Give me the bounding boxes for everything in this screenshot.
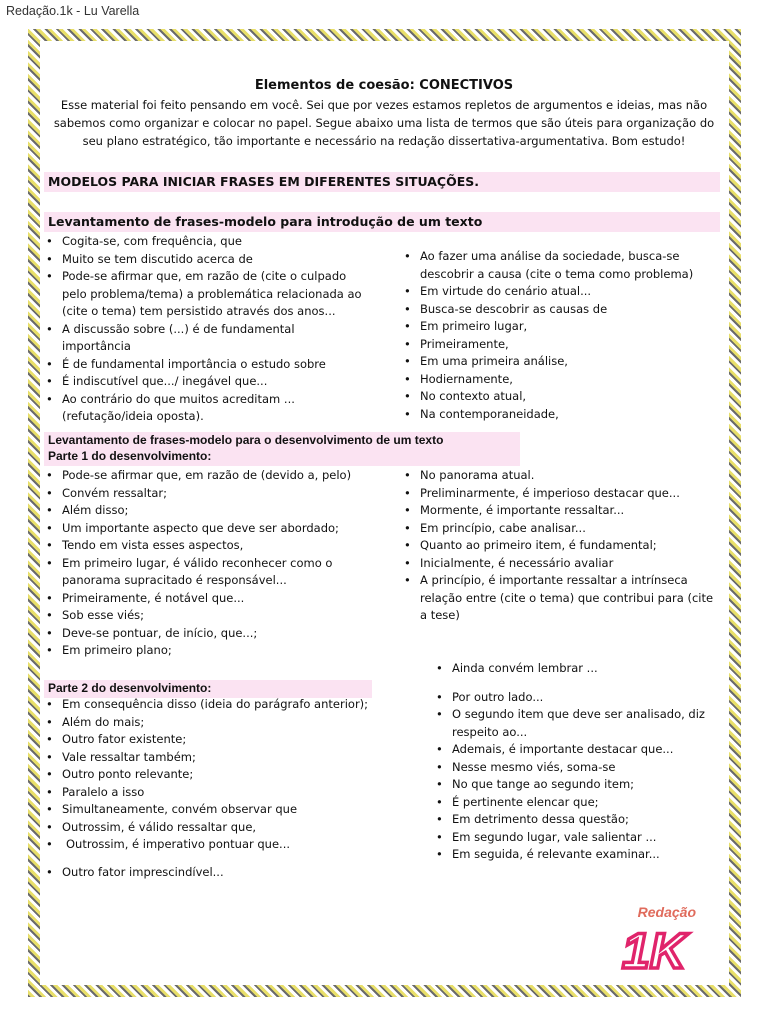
list-item: • Quanto ao primeiro item, é fundamental;: [402, 537, 720, 555]
list-item: • Outro fator imprescindível...: [44, 864, 384, 882]
list-item: • Mormente, é importante ressaltar...: [402, 502, 720, 520]
list-item: • Preliminarmente, é imperioso destacar que...: [402, 485, 720, 503]
list-item: • Inicialmente, é necessário avaliar: [402, 555, 720, 573]
list-item: • Em primeiro plano;: [44, 642, 374, 660]
list-item: • Ainda convém lembrar ...: [434, 660, 724, 678]
list-item: • Ao contrário do que muitos acreditam ... (refutação/ideia oposta).: [44, 391, 364, 426]
list-item: • Em primeiro lugar,: [402, 318, 720, 336]
list-item: • Outrossim, é imperativo pontuar que...: [44, 836, 384, 854]
list-item: • Em virtude do cenário atual...: [402, 283, 720, 301]
list-item: • Paralelo a isso: [44, 784, 384, 802]
list-item: • Convém ressaltar;: [44, 485, 374, 503]
list-item: • Deve-se pontuar, de início, que...;: [44, 625, 374, 643]
list-item: • No contexto atual,: [402, 388, 720, 406]
list-item: • Em princípio, cabe analisar...: [402, 520, 720, 538]
development-heading-text: Levantamento de frases-modelo para o desenvolvimento de um texto: [48, 433, 444, 447]
logo-1k-mark: [614, 918, 714, 976]
list-item: • Cogita-se, com frequência, que: [44, 233, 364, 251]
list-item: • Busca-se descobrir as causas de: [402, 301, 720, 319]
list-item: • Primeiramente,: [402, 336, 720, 354]
list-item: • Outro fator existente;: [44, 731, 384, 749]
list-item: • Além disso;: [44, 502, 374, 520]
list-item: • Muito se tem discutido acerca de: [44, 251, 364, 269]
list-item: • Em detrimento dessa questão;: [434, 811, 724, 829]
list-item: • Vale ressaltar também;: [44, 749, 384, 767]
list-item: • Tendo em vista esses aspectos,: [44, 537, 374, 555]
part2-heading: Parte 2 do desenvolvimento:: [44, 680, 372, 698]
list-item: • Em uma primeira análise,: [402, 353, 720, 371]
logo-word: Redação: [637, 904, 696, 920]
list-item: • Hodiernamente,: [402, 371, 720, 389]
list-item: • Na contemporaneidade,: [402, 406, 720, 424]
section-heading-development: [44, 432, 520, 466]
list-item: • Em seguida, é relevante examinar...: [434, 846, 724, 864]
redacao-1k-logo: [614, 904, 714, 976]
intro-paragraph: Esse material foi feito pensando em você. Sei que por vezes estamos repletos de argumentos e ideias, mas não sabemos como organizar e colocar no papel. Segue abaixo uma lista de termos que são úteis para organização do seu plano estratégico, tão importante e necessário na redação dissertativa-argumentativa. Bom estudo!: [53, 98, 715, 148]
logo-mark-text: 1K: [622, 923, 686, 976]
section-heading-introduction: Levantamento de frases-modelo para introdução de um texto: [44, 212, 720, 232]
list-item: • Em consequência disso (ideia do parágrafo anterior);: [44, 696, 384, 714]
list-item: • Primeiramente, é notável que...: [44, 590, 374, 608]
list-item: • A princípio, é importante ressaltar a intrínseca relação entre (cite o tema) que contribui para (cite a tese): [402, 572, 720, 625]
intro-phrases-left-list: [44, 233, 364, 426]
part2-phrases-right-list: [434, 660, 724, 864]
section-heading-main: MODELOS PARA INICIAR FRASES EM DIFERENTES SITUAÇÕES.: [44, 172, 720, 192]
list-item: • Pode-se afirmar que, em razão de (cite o culpado pelo problema/tema) a problemática relacionada ao (cite o tema) tem persistido através dos anos...: [44, 268, 364, 321]
list-item: • Pode-se afirmar que, em razão de (devido a, pelo): [44, 467, 374, 485]
list-item: • É indiscutível que.../ inegável que...: [44, 373, 364, 391]
intro-phrases-right-list: [402, 248, 720, 423]
part1-heading-text: Parte 1 do desenvolvimento:: [48, 448, 212, 463]
list-item: • No panorama atual.: [402, 467, 720, 485]
document-title: Elementos de coesão: CONECTIVOS: [254, 78, 514, 93]
list-item: • Por outro lado...: [434, 689, 724, 707]
list-item: • Em segundo lugar, vale salientar ...: [434, 829, 724, 847]
list-item: • Simultaneamente, convém observar que: [44, 801, 384, 819]
part1-phrases-right-list: [402, 467, 720, 625]
list-item: • Além do mais;: [44, 714, 384, 732]
list-item: • Outro ponto relevante;: [44, 766, 384, 784]
list-item: • Nesse mesmo viés, soma-se: [434, 759, 724, 777]
list-item: • Outrossim, é válido ressaltar que,: [44, 819, 384, 837]
part2-phrases-left-list: [44, 696, 384, 881]
part1-phrases-left-list: [44, 467, 374, 660]
list-item: • Em primeiro lugar, é válido reconhecer como o panorama supracitado é responsável...: [44, 555, 374, 590]
list-item: • É de fundamental importância o estudo sobre: [44, 356, 364, 374]
list-item: • O segundo item que deve ser analisado, diz respeito ao...: [434, 706, 724, 741]
list-item: • Sob esse viés;: [44, 607, 374, 625]
list-item: • Ao fazer uma análise da sociedade, busca-se descobrir a causa (cite o tema como problema): [402, 248, 720, 283]
list-item: • A discussão sobre (...) é de fundamental importância: [44, 321, 364, 356]
list-item: • Ademais, é importante destacar que...: [434, 741, 724, 759]
list-item: • Um importante aspecto que deve ser abordado;: [44, 520, 374, 538]
document-header-label: Redação.1k - Lu Varella: [6, 4, 140, 18]
list-item: • É pertinente elencar que;: [434, 794, 724, 812]
list-item: • No que tange ao segundo item;: [434, 776, 724, 794]
